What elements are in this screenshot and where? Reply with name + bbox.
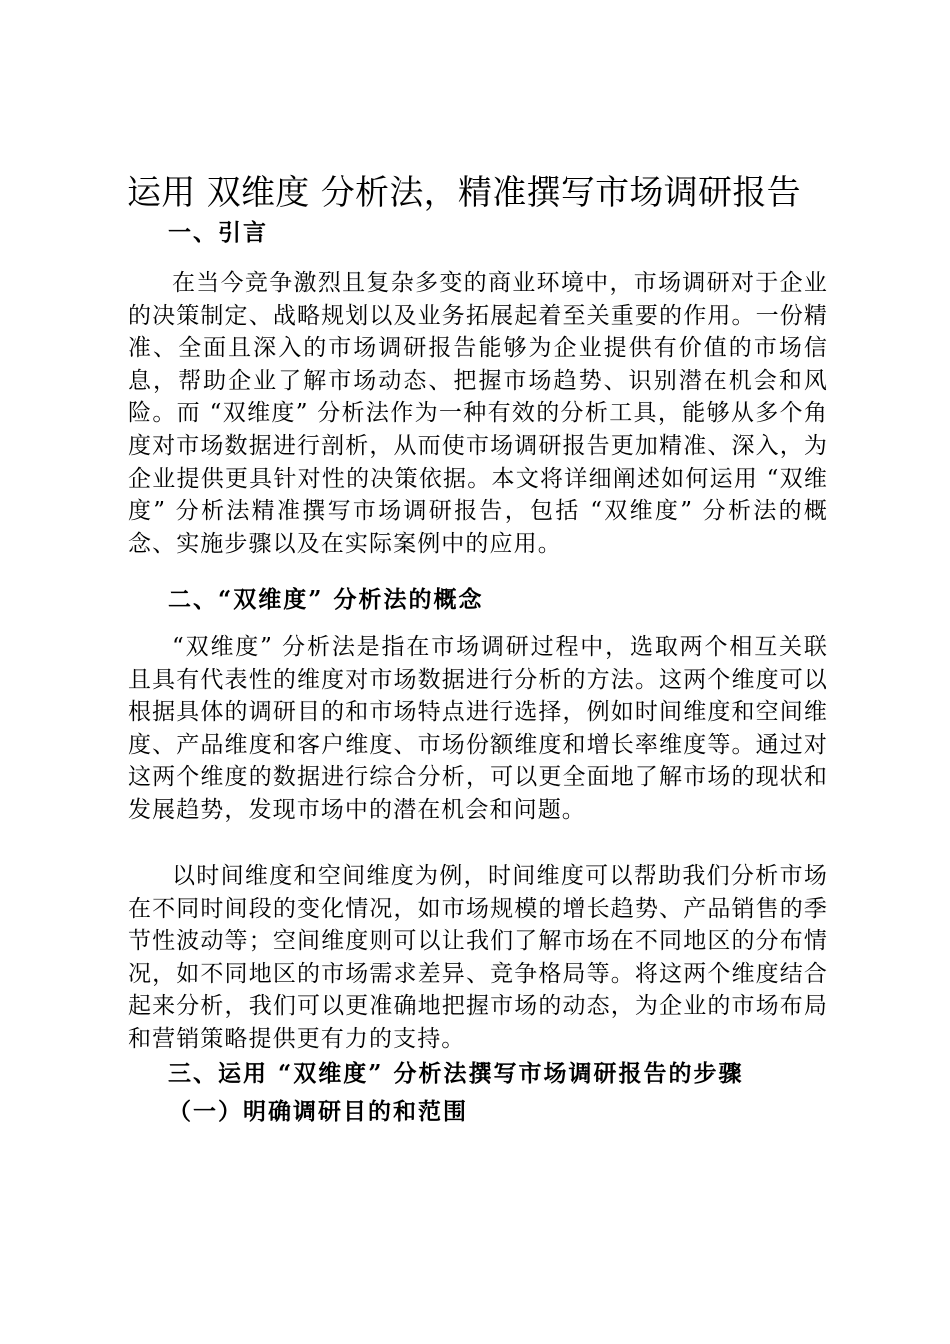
paragraph-concept-definition: “双维度” 分析法是指在市场调研过程中，选取两个相互关联且具有代表性的维度对市场数据进行分析的方法。这两个维度可以根据具体的调研目的和市场特点进行选择，例如时间维度和空间维度、产品维度和客户维度、市场份额维度和增长率维度等。通过对这两个维度的数据进行综合分析，可以更全面地了解市场的现状和发展趋势，发现市场中的潜在机会和问题。 — [128, 634, 828, 823]
subsection-heading-purpose-scope: （一）明确调研目的和范围 — [168, 1098, 468, 1125]
section-heading-introduction: 一、引言 — [168, 219, 268, 246]
section-heading-concept: 二、“双维度” 分析法的概念 — [168, 586, 484, 613]
paragraph-concept-example: 以时间维度和空间维度为例，时间维度可以帮助我们分析市场在不同时间段的变化情况，如市场规模的增长趋势、产品销售的季节性波动等；空间维度则可以让我们了解市场在不同地区的分布情况，如不同地区的市场需求差异、竞争格局等。将这两个维度结合起来分析，我们可以更准确地把握市场的动态，为企业的市场布局和营销策略提供更有力的支持。 — [128, 863, 828, 1052]
document-title: 运用 双维度 分析法，精准撰写市场调研报告 — [127, 173, 801, 213]
section-heading-steps: 三、运用 “双维度” 分析法撰写市场调研报告的步骤 — [168, 1060, 744, 1087]
paragraph-introduction: 在当今竞争激烈且复杂多变的商业环境中，市场调研对于企业的决策制定、战略规划以及业务拓展起着至关重要的作用。一份精准、全面且深入的市场调研报告能够为企业提供有价值的市场信息，帮助企业了解市场动态、把握市场趋势、识别潜在机会和风险。而 “双维度” 分析法作为一种有效的分析工具，能够从多个角度对市场数据进行剖析，从而使市场调研报告更加精准、深入，为企业提供更具针对性的决策依据。本文将详细阐述如何运用 “双维度” 分析法精准撰写市场调研报告，包括 “双维度” 分析法的概念、实施步骤以及在实际案例中的应用。 — [128, 270, 828, 557]
